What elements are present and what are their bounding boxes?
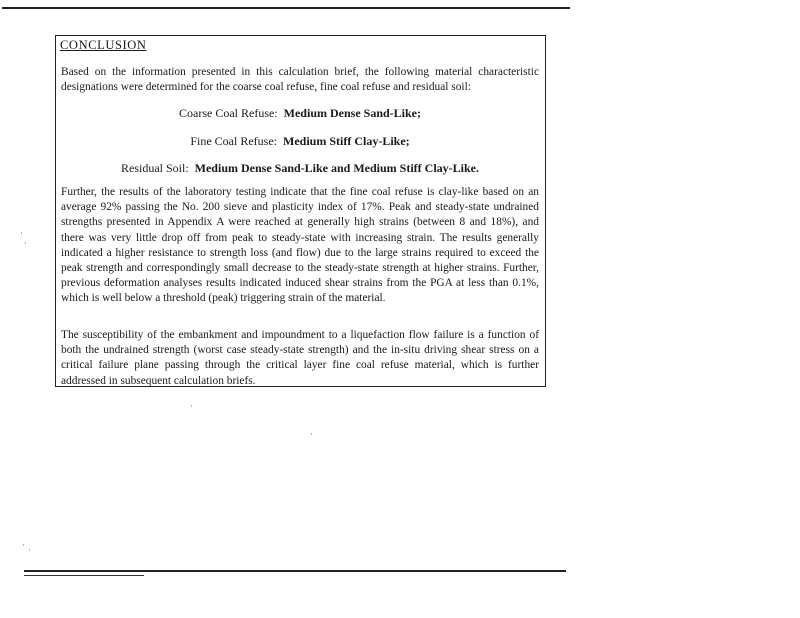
laboratory-results-paragraph: Further, the results of the laboratory testing indicate that the fine coal refuse is clay-like based on an average 92% passing the No. 200 sieve and plasticity index of 17%. Peak and steady-state undrained strengths presented in Appendix A were reached at generally high strains (between 8 and 18%), and there was very little drop off from peak to steady-state with increasing strain. The results generally indicated a higher resistance to strength loss (and flow) due to the large strains required to exceed the peak strength and correspondingly small decrease to the steady-state strength at higher strains. Further, previous deformation analyses results indicated induced shear strains from the PGA at less than 0.1%, which is well below a threshold (peak) triggering strain of the material. xyxy=(61,186,539,305)
top-rule xyxy=(2,7,570,9)
bottom-rule xyxy=(24,570,566,572)
designation-coarse-coal-refuse xyxy=(60,106,540,121)
scan-speck: · xyxy=(28,545,31,555)
bottom-rule-secondary xyxy=(24,575,144,576)
scan-speck: · xyxy=(20,228,23,238)
scan-speck: · xyxy=(190,401,193,411)
intro-paragraph: Based on the information presented in this calculation brief, the following material characteristic designations were determined for the coarse coal refuse, fine coal refuse and residual soil: xyxy=(61,66,539,94)
designation-value: Medium Dense Sand-Like and Medium Stiff Clay-Like. xyxy=(194,161,480,175)
susceptibility-paragraph: The susceptibility of the embankment and impoundment to a liquefaction flow failure is a function of both the undrained strength (worst case steady-state strength) and the in-situ driving shear stress on a critical failure plane passing through the critical layer fine coal refuse material, which is further addressed in subsequent calculation briefs. xyxy=(61,329,539,387)
designation-label: Residual Soil: xyxy=(120,161,189,175)
designation-value: Medium Stiff Clay-Like; xyxy=(283,134,410,148)
scan-speck: · xyxy=(22,540,25,550)
designation-label: Fine Coal Refuse: xyxy=(190,134,277,148)
designation-residual-soil xyxy=(60,161,540,176)
designation-fine-coal-refuse xyxy=(60,134,540,149)
scan-speck: · xyxy=(310,429,313,439)
designation-label: Coarse Coal Refuse: xyxy=(179,106,278,120)
scan-speck: · xyxy=(24,238,27,248)
section-heading: CONCLUSION xyxy=(60,38,147,52)
designation-value: Medium Dense Sand-Like; xyxy=(283,106,421,120)
